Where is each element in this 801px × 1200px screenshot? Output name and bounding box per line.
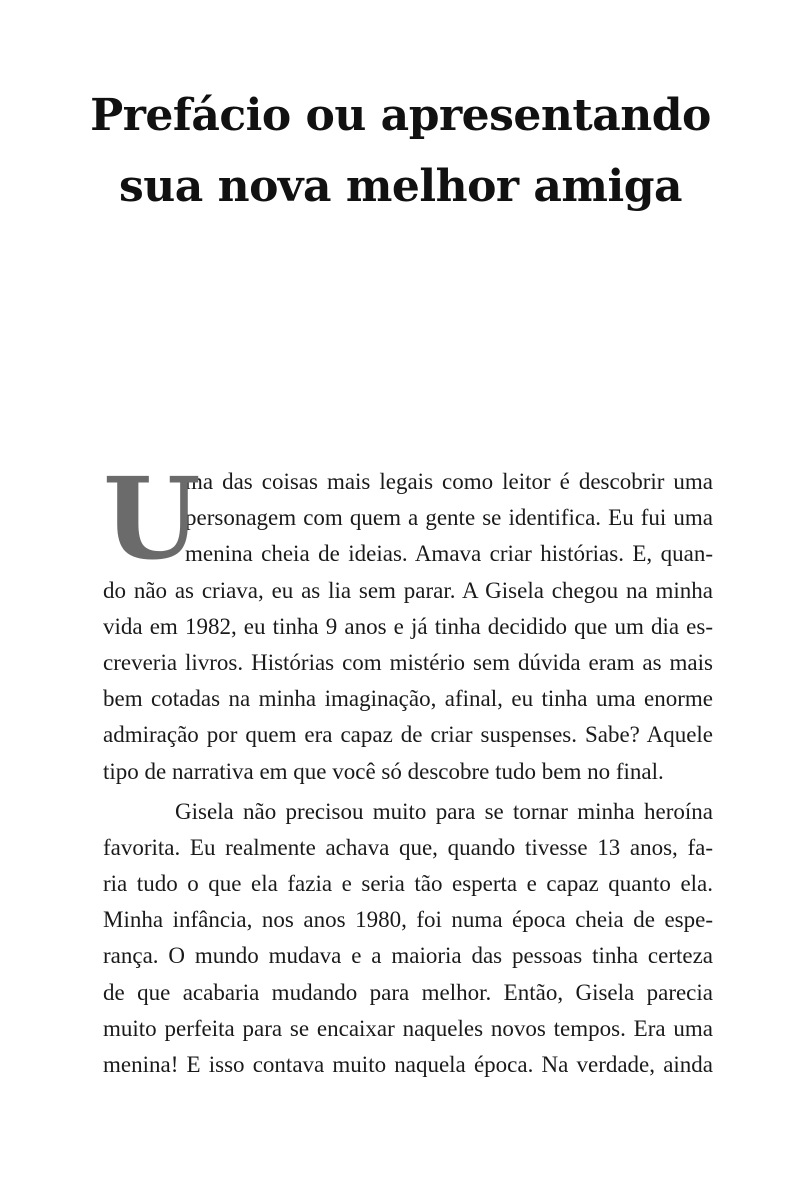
paragraph-line: Minha infância, nos anos 1980, foi numa época cheia de espe- <box>103 907 713 933</box>
paragraph-line: ria tudo o que ela fazia e seria tão esperta e capaz quanto ela. <box>103 871 713 897</box>
chapter-title <box>60 80 741 222</box>
paragraph-line: admiração por quem era capaz de criar suspenses. Sabe? Aquele <box>103 722 713 748</box>
paragraph-line: muito perfeita para se encaixar naqueles novos tempos. Era uma <box>103 1015 713 1041</box>
paragraph-line: de que acabaria mudando para melhor. Então, Gisela parecia <box>103 979 713 1005</box>
paragraph-line: ma das coisas mais legais como leitor é descobrir uma <box>185 469 713 494</box>
paragraph-1 <box>103 454 713 790</box>
chapter-title-line-1: Prefácio ou apresentando <box>90 90 711 141</box>
paragraph-line: bem cotadas na minha imaginação, afinal, eu tinha uma enorme <box>103 686 713 712</box>
paragraph-line: menina cheia de ideias. Amava criar histórias. E, quan- <box>185 541 713 567</box>
chapter-title-line-2: sua nova melhor amiga <box>119 161 682 212</box>
paragraph-2 <box>103 794 713 1084</box>
paragraph-line: favorita. Eu realmente achava que, quando tivesse 13 anos, fa- <box>103 834 713 860</box>
paragraph-line: vida em 1982, eu tinha 9 anos e já tinha decidido que um dia es- <box>103 613 713 639</box>
paragraph-line: do não as criava, eu as lia sem parar. A Gisela chegou na minha <box>103 577 713 603</box>
paragraph-line: personagem com quem a gente se identifica. Eu fui uma <box>185 505 713 531</box>
paragraph-line: tipo de narrativa em que você só descobre tudo bem no final. <box>103 758 664 784</box>
body-text <box>103 454 713 1083</box>
drop-cap: U <box>103 454 201 585</box>
paragraph-line: menina! E isso contava muito naquela época. Na verdade, ainda <box>103 1052 713 1077</box>
paragraph-line: rança. O mundo mudava e a maioria das pessoas tinha certeza <box>103 943 713 969</box>
paragraph-line: Gisela não precisou muito para se tornar minha heroína <box>175 798 713 824</box>
paragraph-line: creveria livros. Histórias com mistério sem dúvida eram as mais <box>103 649 713 675</box>
